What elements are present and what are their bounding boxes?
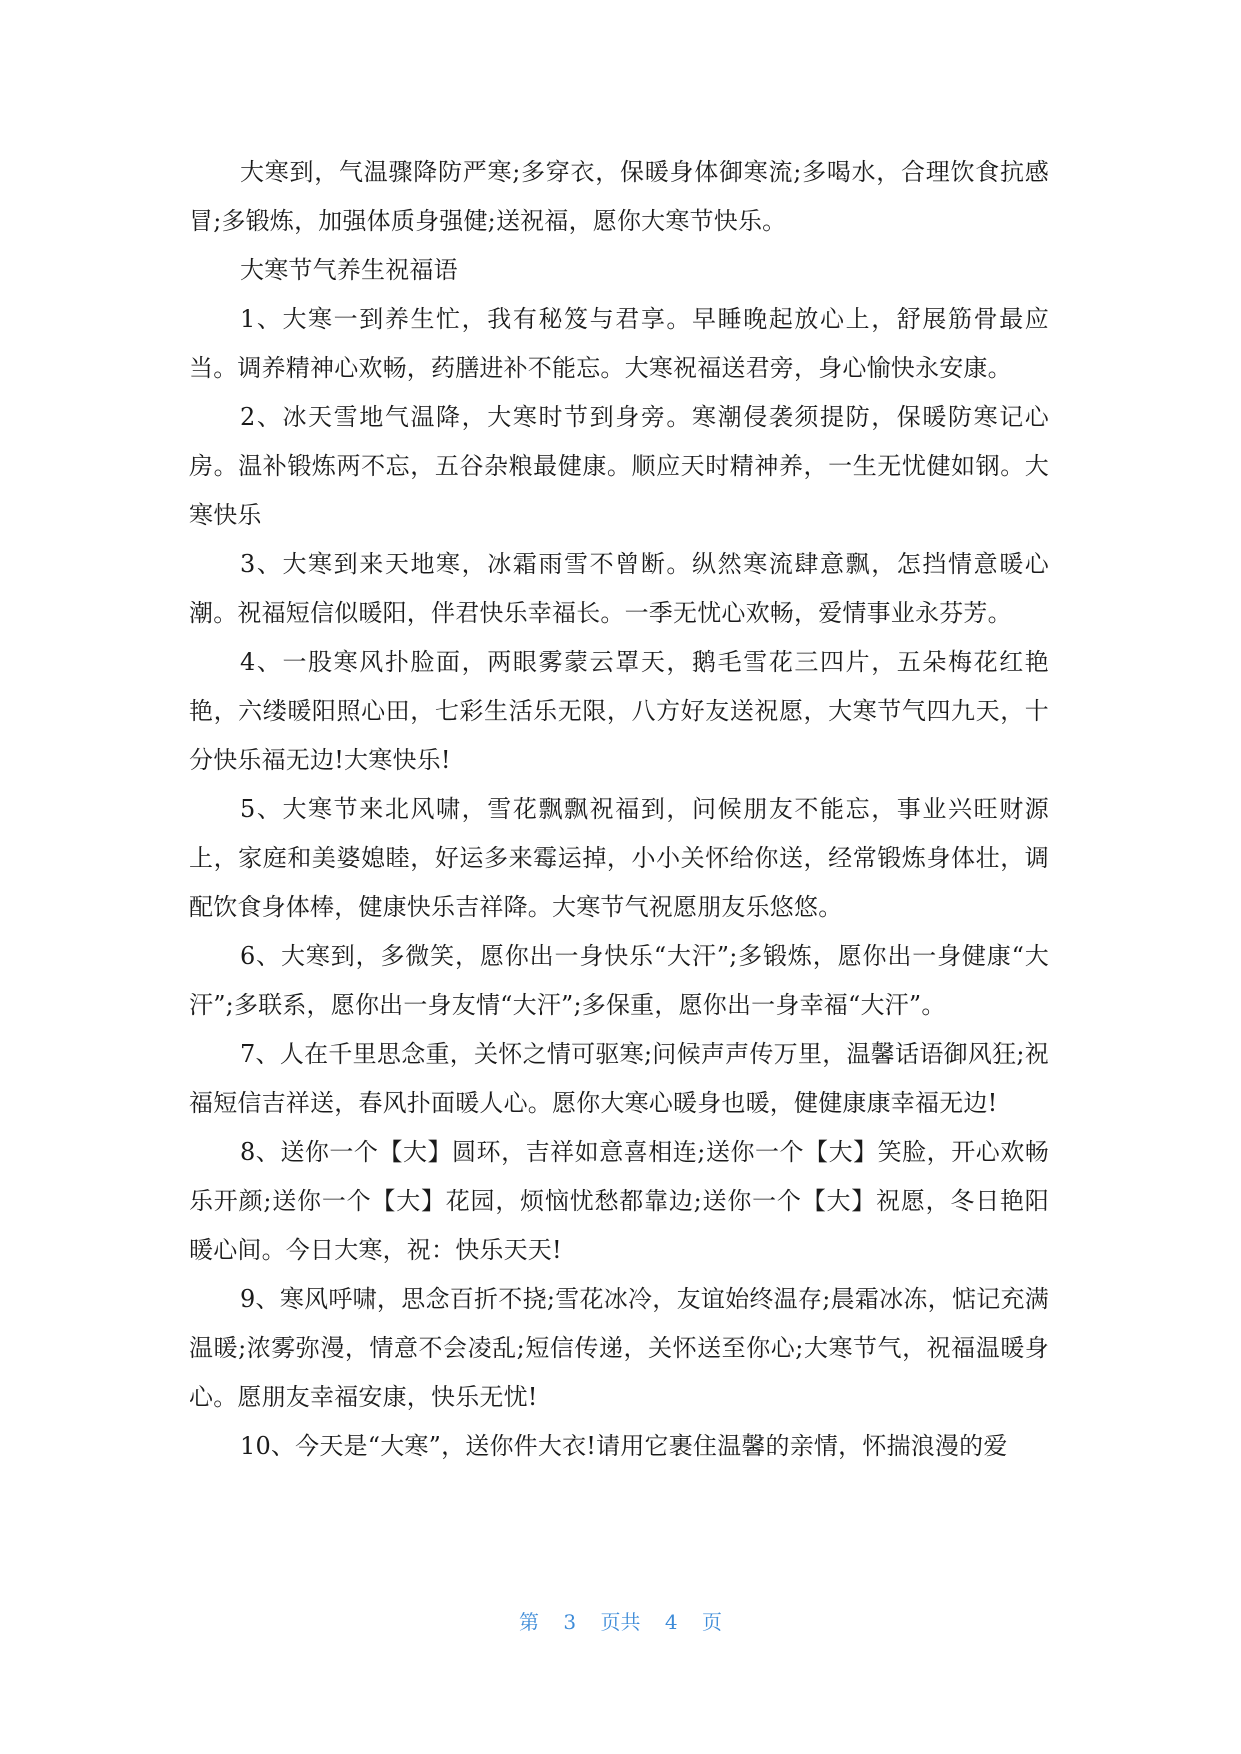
page-number-footer <box>0 1606 1241 1635</box>
list-item: 8、送你一个【大】圆环，吉祥如意喜相连;送你一个【大】笑脸，开心欢畅乐开颜;送你一个【大】花园，烦恼忧愁都靠边;送你一个【大】祝愿，冬日艳阳暖心间。今日大寒，祝：快乐天天! <box>189 1138 1049 1264</box>
list-item: 7、人在千里思念重，关怀之情可驱寒;问候声声传万里，温馨话语御风狂;祝福短信吉祥送，春风扑面暖人心。愿你大寒心暖身也暖，健健康康幸福无边! <box>189 1040 1049 1117</box>
list-item: 3、大寒到来天地寒，冰霜雨雪不曾断。纵然寒流肆意飘，怎挡情意暖心潮。祝福短信似暖阳，伴君快乐幸福长。一季无忧心欢畅，爱情事业永芬芳。 <box>189 550 1049 627</box>
footer-middle: 页共 <box>600 1610 641 1634</box>
section-heading: 大寒节气养生祝福语 <box>240 256 458 284</box>
document-body <box>189 148 1049 1471</box>
list-item: 1、大寒一到养生忙，我有秘笈与君享。早睡晚起放心上，舒展筋骨最应当。调养精神心欢畅，药膳进补不能忘。大寒祝福送君旁，身心愉快永安康。 <box>189 305 1049 382</box>
list-item: 10、今天是“大寒”，送你件大衣!请用它裹住温馨的亲情，怀揣浪漫的爱 <box>240 1432 1008 1460</box>
footer-prefix: 第 <box>519 1610 540 1634</box>
list-item: 5、大寒节来北风啸，雪花飘飘祝福到，问候朋友不能忘，事业兴旺财源上，家庭和美婆媳睦，好运多来霉运掉，小小关怀给你送，经常锻炼身体壮，调配饮食身体棒，健康快乐吉祥降。大寒节气祝愿朋友乐悠悠。 <box>189 795 1049 921</box>
footer-current-page: 3 <box>563 1610 577 1634</box>
list-item: 9、寒风呼啸，思念百折不挠;雪花冰冷，友谊始终温存;晨霜冰冻，惦记充满温暖;浓雾弥漫，情意不会凌乱;短信传递，关怀送至你心;大寒节气，祝福温暖身心。愿朋友幸福安康，快乐无忧! <box>189 1285 1049 1411</box>
footer-suffix: 页 <box>701 1610 722 1634</box>
list-item: 6、大寒到，多微笑，愿你出一身快乐“大汗”;多锻炼，愿你出一身健康“大汗”;多联系，愿你出一身友情“大汗”;多保重，愿你出一身幸福“大汗”。 <box>189 942 1049 1019</box>
paragraph-intro: 大寒到，气温骤降防严寒;多穿衣，保暖身体御寒流;多喝水，合理饮食抗感冒;多锻炼，加强体质身强健;送祝福，愿你大寒节快乐。 <box>189 158 1049 235</box>
footer-total-pages: 4 <box>664 1610 678 1634</box>
list-item: 2、冰天雪地气温降，大寒时节到身旁。寒潮侵袭须提防，保暖防寒记心房。温补锻炼两不忘，五谷杂粮最健康。顺应天时精神养，一生无忧健如钢。大寒快乐 <box>189 403 1049 529</box>
list-item: 4、一股寒风扑脸面，两眼雾蒙云罩天，鹅毛雪花三四片，五朵梅花红艳艳，六缕暖阳照心田，七彩生活乐无限，八方好友送祝愿，大寒节气四九天，十分快乐福无边!大寒快乐! <box>189 648 1049 774</box>
